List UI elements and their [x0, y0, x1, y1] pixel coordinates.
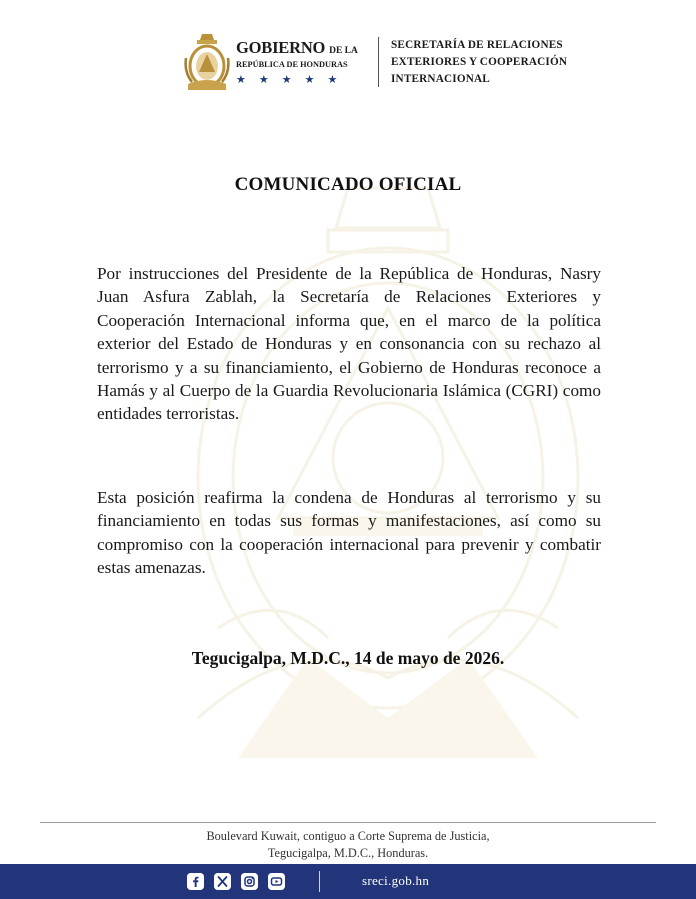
gov-de-la-text: DE LA: [329, 45, 358, 56]
footer-bar: [0, 864, 696, 899]
x-icon[interactable]: [214, 873, 231, 890]
paragraph-1: Por instrucciones del Presidente de la República de Honduras, Nasry Juan Asfura Zablah, la Secretaría de Relaciones Exteriores y Cooperación Internacional informa que, en el marco de la política exterior del Estado de Honduras y en consonancia con su rechazo al terrorismo y a su financiamiento, el Gobierno de Honduras reconoce a Hamás y al Cuerpo de la Guardia Revolucionaria Islámica (CGRI) como entidades terroristas.: [97, 264, 601, 424]
secretaria-name: SECRETARÍA DE RELACIONES EXTERIORES Y COOPERACIÓN INTERNACIONAL: [391, 38, 568, 85]
youtube-icon[interactable]: [268, 873, 285, 890]
paragraph-2: Esta posición reafirma la condena de Honduras al terrorismo y su financiamiento en todas sus formas y manifestaciones, así como su compromiso con la cooperación internacional para prevenir y combatir estas amenazas.: [97, 488, 601, 578]
header-divider: [378, 37, 379, 87]
instagram-icon[interactable]: [241, 873, 258, 890]
address-line-2: Tegucigalpa, M.D.C., Honduras.: [267, 846, 429, 860]
coat-of-arms-icon: [184, 32, 230, 92]
letterhead: [184, 30, 567, 94]
address-line-1: Boulevard Kuwait, contiguo a Corte Suprema de Justicia,: [206, 829, 490, 843]
gov-subtitle: REPÚBLICA DE HONDURAS: [236, 59, 348, 69]
social-links: [187, 873, 285, 890]
footer-divider: [40, 822, 656, 823]
footer-bar-divider: [319, 871, 320, 892]
facebook-icon[interactable]: [187, 873, 204, 890]
document-title: COMUNICADO OFICIAL: [234, 174, 462, 195]
footer-address: [0, 828, 696, 862]
stars-row: ★★★★★: [236, 72, 351, 86]
government-wordmark: [236, 39, 370, 86]
gov-main-text: GOBIERNO: [236, 37, 326, 57]
signoff-date: Tegucigalpa, M.D.C., 14 de mayo de 2026.: [191, 648, 505, 668]
website-link[interactable]: sreci.gob.hn: [362, 873, 430, 888]
